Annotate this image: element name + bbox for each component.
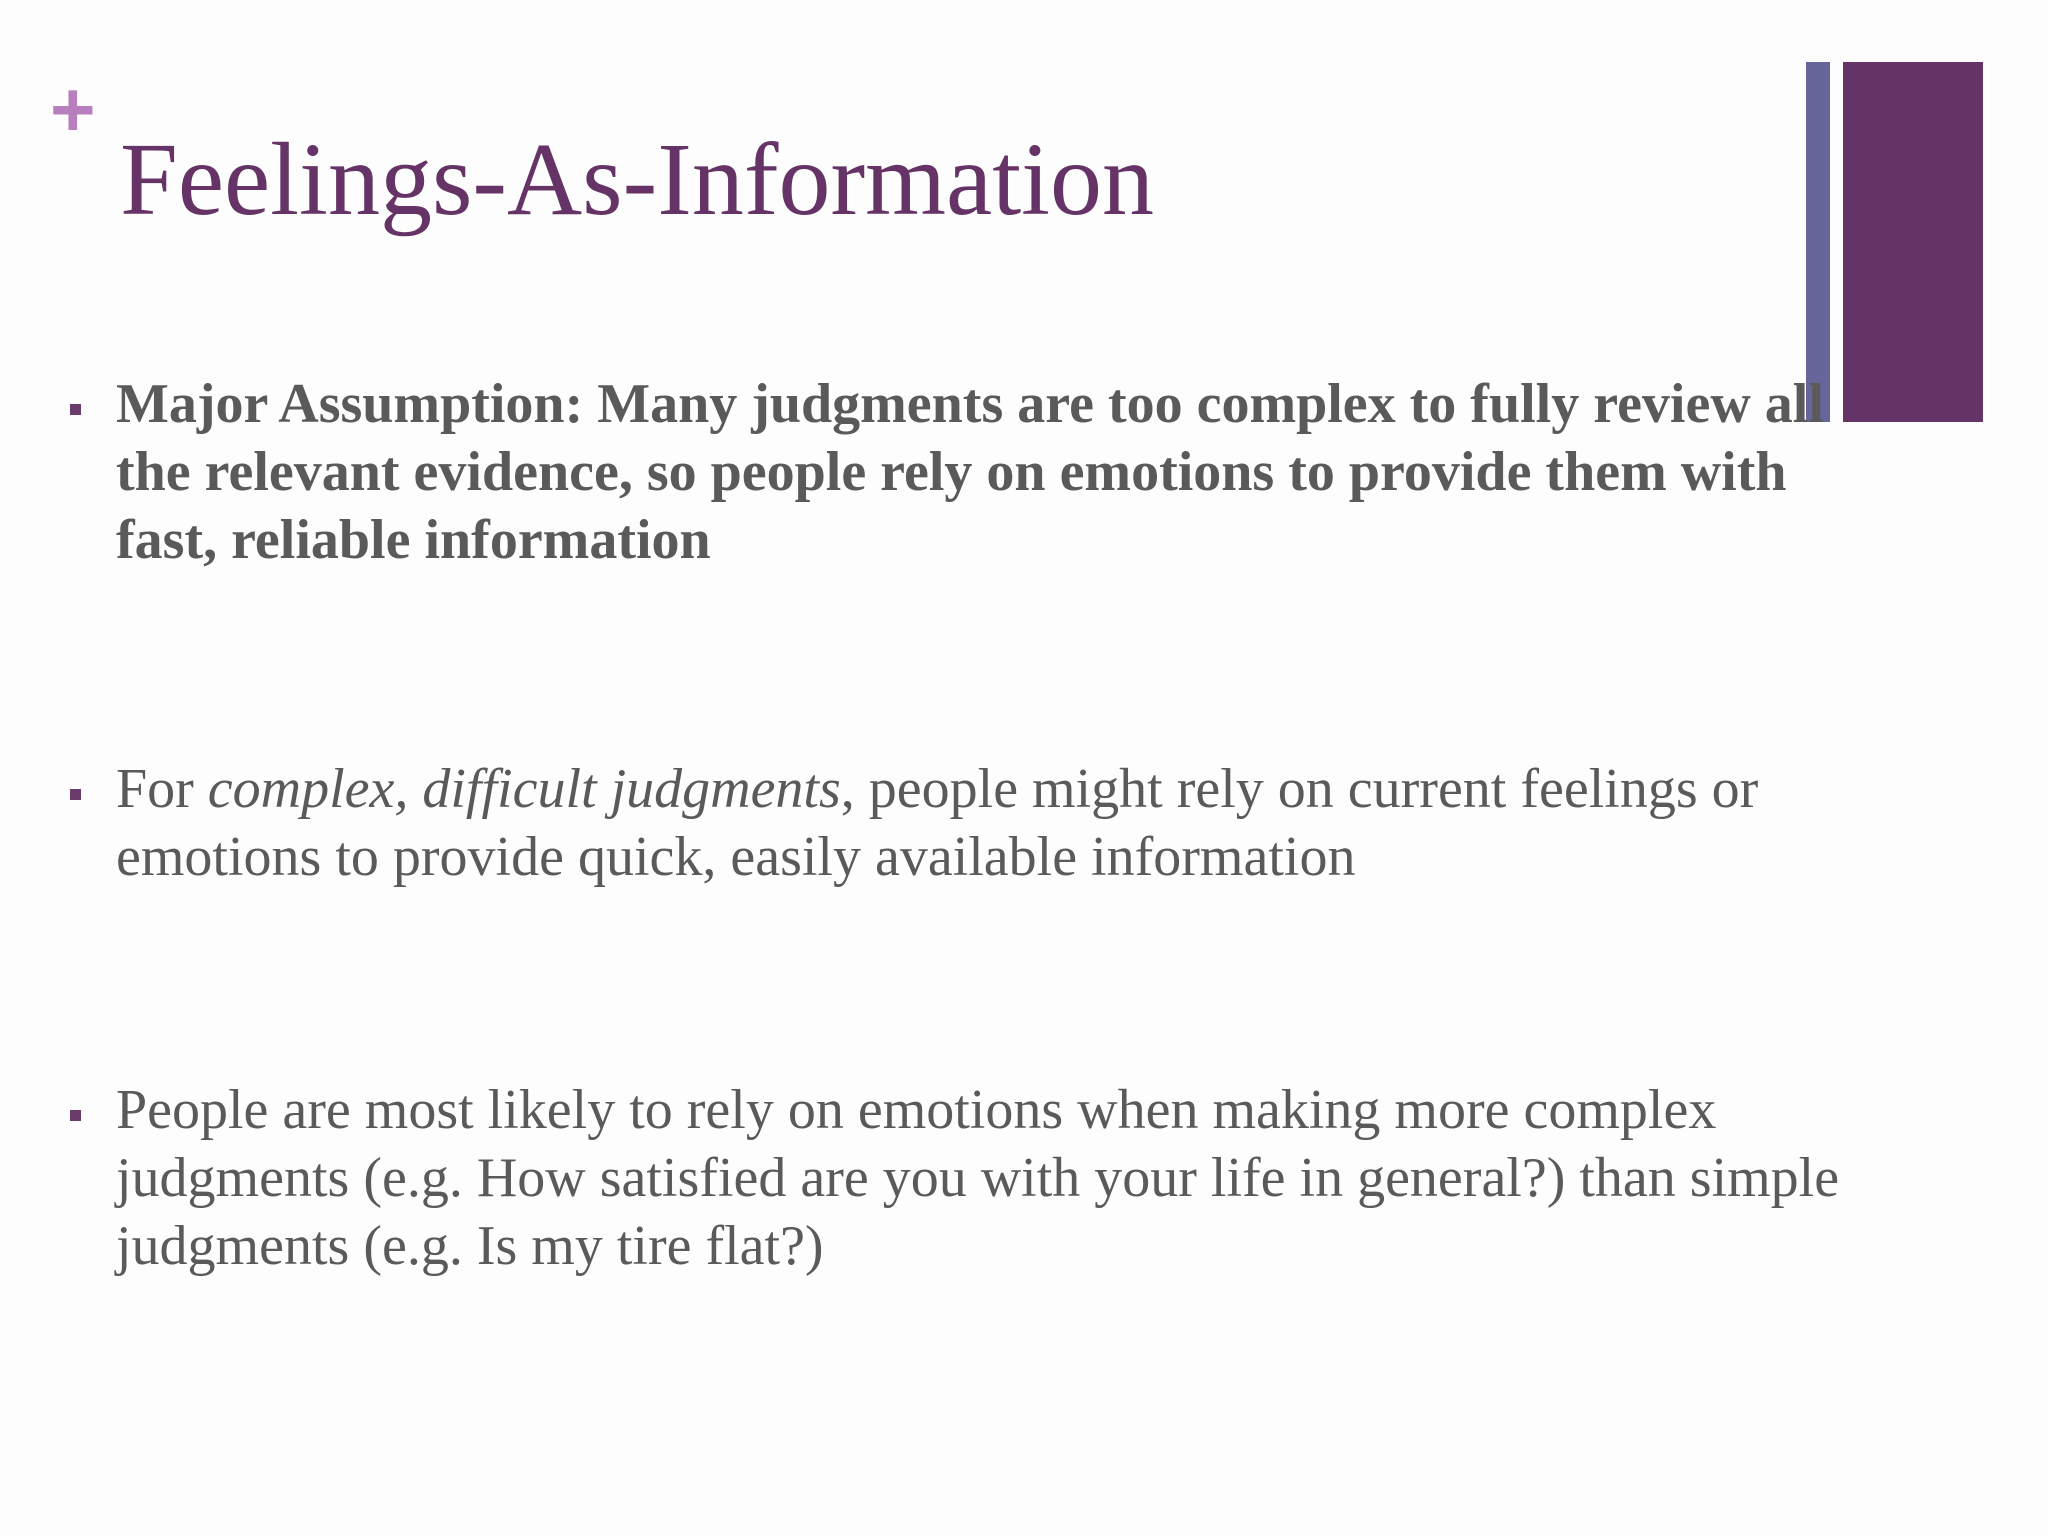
plus-icon: + [50,65,96,153]
bullet-square-icon [70,789,81,800]
bullet-text: Major Assumption: Many judgments are too complex to fully review all the relevant evidence, so people rely on emotions to provide them with fast, reliable information [116,373,1824,571]
bullet-text-suffix: , people might rely on current feelings or emotions to provide quick, easily available information [116,758,1759,888]
accent-bar-thin [1806,62,1830,422]
bullet-square-icon [70,404,81,415]
bullet-text [116,755,1856,891]
bullet-square-icon [70,1110,81,1121]
accent-bar-thick [1843,62,1983,422]
slide-title: Feelings-As-Information [120,122,1155,237]
bullet-text-emphasis: complex, difficult judgments [207,758,841,820]
bullet-text: People are most likely to rely on emotions when making more complex judgments (e.g. How satisfied are you with your life in general?) than simple judgments (e.g. Is my tire flat?) [116,1079,1840,1277]
bullet-text-prefix: For [116,758,208,820]
